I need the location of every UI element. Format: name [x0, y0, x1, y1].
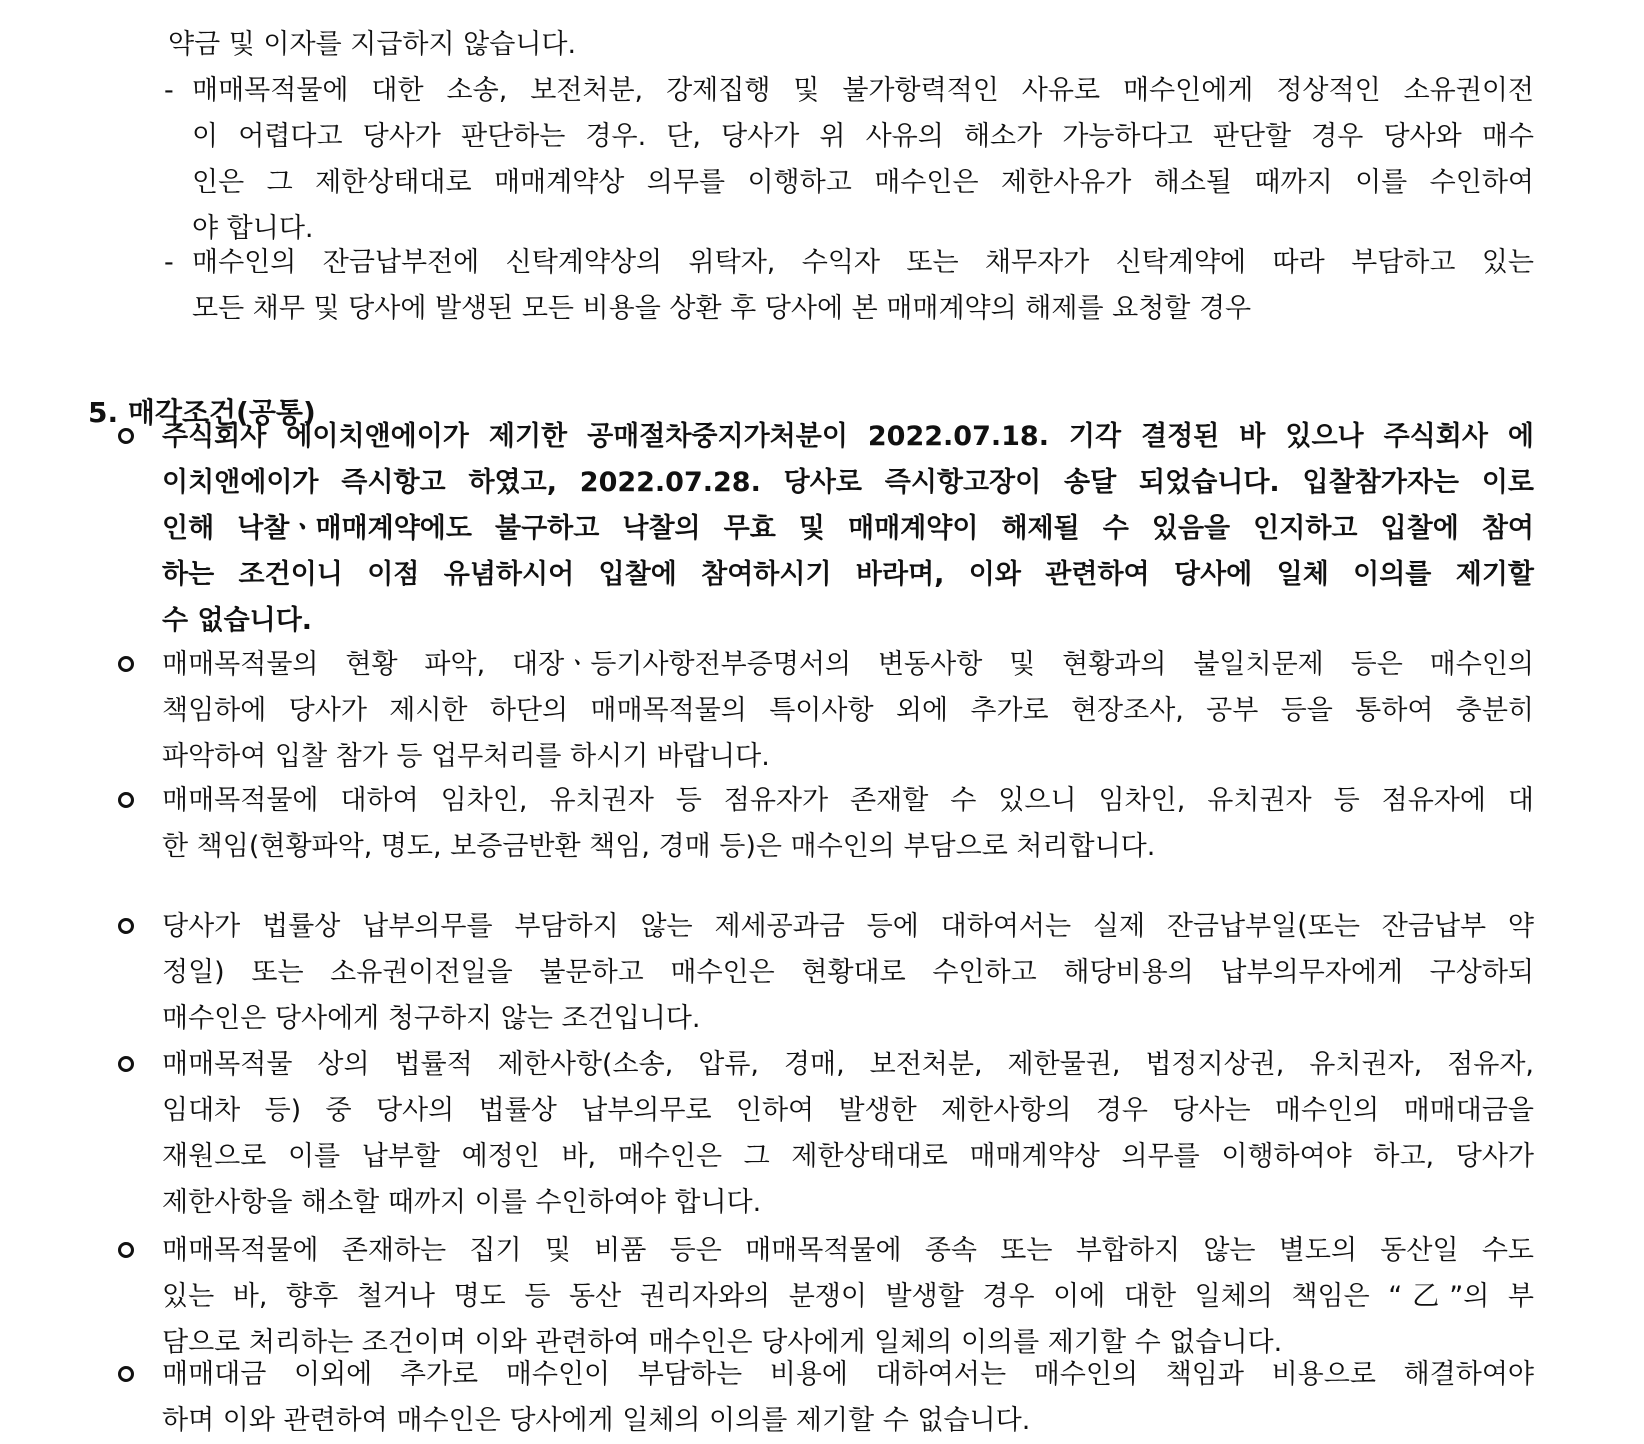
text-line: 인은 그 제한상태대로 매매계약상 의무를 이행하고 매수인은 제한사유가 해소될 때까지 이를 수인하여 — [192, 167, 1534, 198]
text-line: 매매대금 이외에 추가로 매수인이 부담하는 비용에 대하여서는 매수인의 책임과 비용으로 해결하여야 — [162, 1359, 1534, 1390]
text-line: 매매목적물에 대하여 임차인, 유치권자 등 점유자가 존재할 수 있으니 임차인, 유치권자 등 점유자에 대 — [162, 785, 1534, 816]
text-line: 하는 조건이니 이점 유념하시어 입찰에 참여하시기 바라며, 이와 관련하여 당사에 일체 이의를 제기할 — [162, 559, 1534, 590]
text-line: 수 없습니다. — [162, 605, 313, 636]
hollow-circle-bullet-icon — [118, 1242, 134, 1258]
bullet-item-text — [162, 642, 1534, 780]
text-line: 책임하에 당사가 제시한 하단의 매매목적물의 특이사항 외에 추가로 현장조사, 공부 등을 통하여 충분히 — [162, 695, 1534, 726]
text-line: 인해 낙찰ㆍ매매계약에도 불구하고 낙찰의 무효 및 매매계약이 해제될 수 있음을 인지하고 입찰에 참여 — [162, 513, 1534, 544]
text-line: 담으로 처리하는 조건이며 이와 관련하여 매수인은 당사에게 일체의 이의를 제기할 수 없습니다. — [162, 1327, 1283, 1358]
hollow-circle-bullet-icon — [118, 428, 134, 444]
hollow-circle-bullet-icon — [118, 1366, 134, 1382]
text-line: 하며 이와 관련하여 매수인은 당사에게 일체의 이의를 제기할 수 없습니다. — [162, 1405, 1031, 1436]
text-line: 당사가 법률상 납부의무를 부담하지 않는 제세공과금 등에 대하여서는 실제 잔금납부일(또는 잔금납부 약 — [162, 911, 1534, 942]
text-line: 이치앤에이가 즉시항고 하였고, 2022.07.28. 당사로 즉시항고장이 송달 되었습니다. 입찰참가자는 이로 — [162, 467, 1534, 498]
bullet-item-text — [162, 1042, 1534, 1226]
text-line: 매수인의 잔금납부전에 신탁계약상의 위탁자, 수익자 또는 채무자가 신탁계약에 따라 부담하고 있는 — [192, 247, 1534, 278]
text-line: 재원으로 이를 납부할 예정인 바, 매수인은 그 제한상태대로 매매계약상 의무를 이행하여야 하고, 당사가 — [162, 1141, 1534, 1172]
dash-item-text — [192, 68, 1534, 252]
bullet-item-text — [162, 778, 1534, 870]
text-line: 야 합니다. — [192, 213, 314, 244]
text-line: 매수인은 당사에게 청구하지 않는 조건입니다. — [162, 1003, 701, 1034]
hollow-circle-bullet-icon — [118, 656, 134, 672]
hollow-circle-bullet-icon — [118, 918, 134, 934]
dash-list-item — [164, 240, 1534, 332]
section-heading: 5. 매각조건(공통) — [88, 396, 316, 429]
text-line: 파악하여 입찰 참가 등 업무처리를 하시기 바랍니다. — [162, 741, 770, 772]
bullet-item-text — [162, 1228, 1534, 1366]
text-line: 있는 바, 향후 철거나 명도 등 동산 권리자와의 분쟁이 발생할 경우 이에 대한 일체의 책임은 “乙”의 부 — [162, 1281, 1534, 1312]
dash-list-item — [164, 68, 1534, 252]
text-line: 매매목적물에 존재하는 집기 및 비품 등은 매매목적물에 종속 또는 부합하지 않는 별도의 동산일 수도 — [162, 1235, 1534, 1266]
hollow-circle-bullet-icon — [118, 1056, 134, 1072]
dash-marker: - — [164, 247, 174, 278]
text-line: 매매목적물 상의 법률적 제한사항(소송, 압류, 경매, 보전처분, 제한물권, 법정지상권, 유치권자, 점유자, — [162, 1049, 1534, 1080]
text-line: 임대차 등) 중 당사의 법률상 납부의무로 인하여 발생한 제한사항의 경우 당사는 매수인의 매매대금을 — [162, 1095, 1534, 1126]
text-line: 제한사항을 해소할 때까지 이를 수인하여야 합니다. — [162, 1187, 762, 1218]
text-line: 한 책임(현황파악, 명도, 보증금반환 책임, 경매 등)은 매수인의 부담으로 처리합니다. — [162, 831, 1156, 862]
dash-item-text — [192, 240, 1534, 332]
text-line: 주식회사 에이치앤에이가 제기한 공매절차중지가처분이 2022.07.18. 기각 결정된 바 있으나 주식회사 에 — [162, 421, 1534, 452]
text-line: 모든 채무 및 당사에 발생된 모든 비용을 상환 후 당사에 본 매매계약의 해제를 요청할 경우 — [192, 293, 1252, 324]
continuation-line: 약금 및 이자를 지급하지 않습니다. — [168, 29, 577, 60]
text-line: 매매목적물의 현황 파악, 대장ㆍ등기사항전부증명서의 변동사항 및 현황과의 불일치문제 등은 매수인의 — [162, 649, 1534, 680]
hollow-circle-bullet-icon — [118, 792, 134, 808]
text-line: 정일) 또는 소유권이전일을 불문하고 매수인은 현황대로 수인하고 해당비용의 납부의무자에게 구상하되 — [162, 957, 1534, 988]
dash-marker: - — [164, 75, 174, 106]
bullet-item-text — [162, 904, 1534, 1042]
text-line: 매매목적물에 대한 소송, 보전처분, 강제집행 및 불가항력적인 사유로 매수인에게 정상적인 소유권이전 — [192, 75, 1534, 106]
bullet-item-text — [162, 414, 1534, 644]
text-line: 이 어렵다고 당사가 판단하는 경우. 단, 당사가 위 사유의 해소가 가능하다고 판단할 경우 당사와 매수 — [192, 121, 1534, 152]
bullet-item-text — [162, 1352, 1534, 1444]
